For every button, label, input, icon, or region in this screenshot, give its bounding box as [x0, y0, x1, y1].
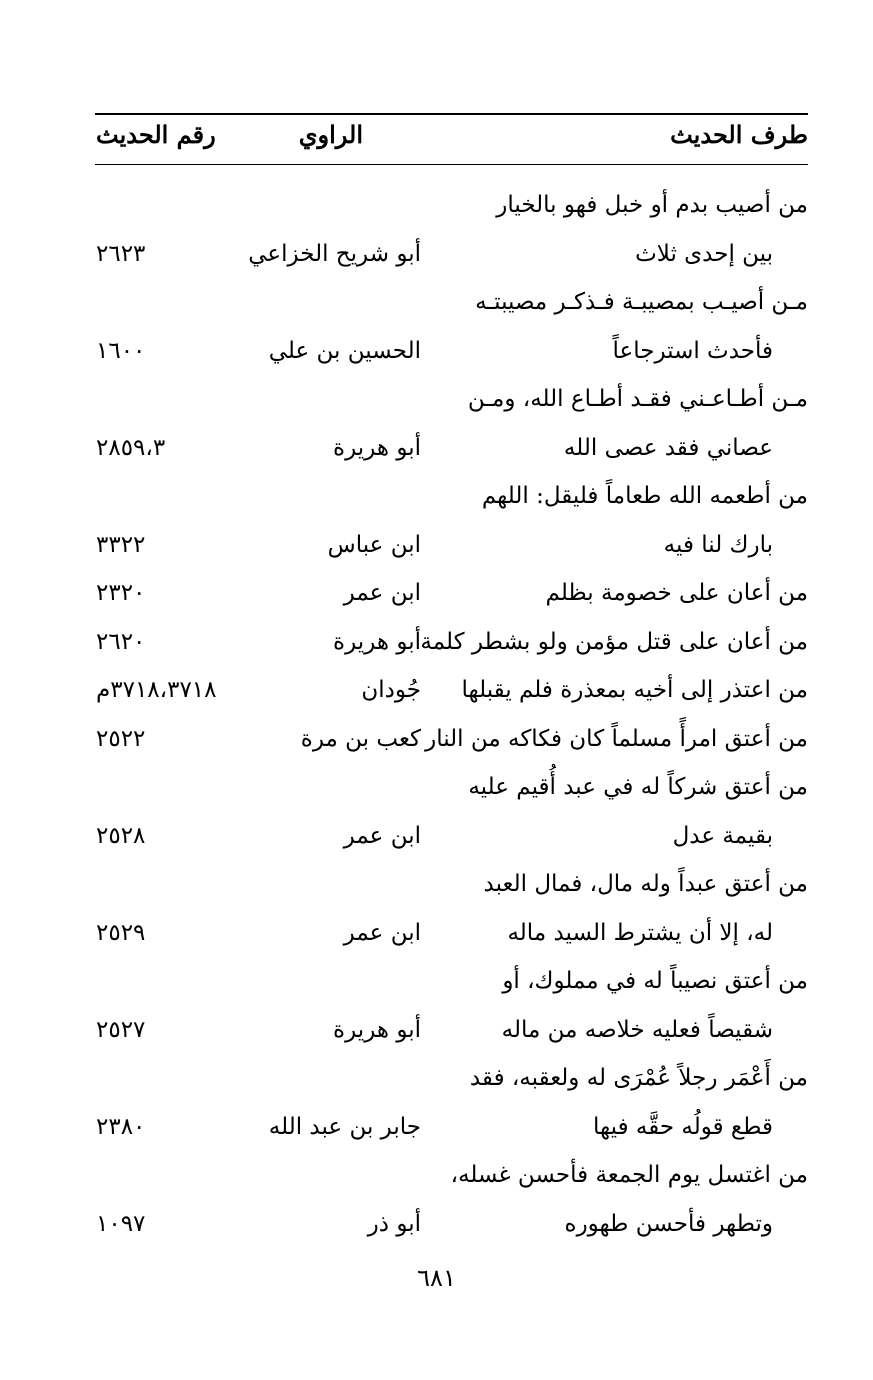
entry-text-line1: من أعتق نصيباً له في مملوك، أو — [502, 968, 808, 994]
entry-text-line2: عصاني فقد عصى الله — [563, 434, 773, 461]
entry-text-line1: من أعتق امرأً مسلماً كان فكاكه من النار — [425, 725, 808, 752]
entry-narrator: أبو هريرة — [333, 434, 421, 461]
entry-text-line1: مـن أصيـب بمصيبـة فـذكـر مصيبتـه — [475, 289, 808, 315]
entry-number: ٢٦٢٠ — [96, 628, 146, 655]
entry-number: ٣٣٢٢ — [96, 531, 146, 558]
entry-text-line2: بارك لنا فيه — [663, 531, 773, 558]
entry-text-line1: من أعان على قتل مؤمن ولو بشطر كلمة — [420, 628, 808, 655]
entry-narrator: أبو هريرة — [333, 628, 421, 655]
entry-narrator: ابن عمر — [343, 919, 421, 946]
entry-number: ٢٥٢٢ — [96, 725, 146, 752]
entry-narrator: ابن عمر — [343, 580, 421, 606]
entry-text-line1: من أطعمه الله طعاماً فليقل: اللهم — [481, 483, 808, 509]
entry-number: ١٦٠٠ — [96, 337, 146, 364]
entry-text-line2: بين إحدى ثلاث — [635, 240, 773, 267]
entry-narrator: أبو ذر — [367, 1210, 421, 1237]
entry-text-line1: من أعان على خصومة بظلم — [545, 580, 808, 606]
entry-text-line2: قطع قولُه حقَّه فيها — [593, 1113, 773, 1140]
entry-text-line1: من أَعْمَر رجلاً عُمْرَى له ولعقبه، فقد — [469, 1065, 808, 1091]
entry-text-line2: فأحدث استرجاعاً — [612, 337, 773, 364]
entry-number: ١٠٩٧ — [96, 1210, 146, 1237]
column-header-tarf: طرف الحديث — [670, 120, 808, 149]
column-header-rawi: الراوي — [298, 120, 363, 149]
entry-narrator: جُودان — [361, 677, 421, 703]
entry-text-line2: وتطهر فأحسن طهوره — [564, 1210, 773, 1237]
entry-text-line1: مـن أطـاعـني فقـد أطـاع الله، ومـن — [467, 386, 808, 412]
entry-number: ٢٨٥٩،٣ — [96, 434, 166, 461]
entry-text-line1: من أصيب بدم أو خبل فهو بالخيار — [496, 192, 808, 218]
entry-text-line1: من اغتسل يوم الجمعة فأحسن غسله، — [450, 1162, 808, 1188]
entry-text-line1: من أعتق عبداً وله مال، فمال العبد — [483, 871, 808, 897]
entry-narrator: كعب بن مرة — [300, 725, 421, 752]
entry-text-line2: بقيمة عدل — [672, 822, 773, 849]
entry-narrator: أبو هريرة — [333, 1016, 421, 1043]
entry-number: ٢٥٢٧ — [96, 1016, 146, 1043]
entry-number: ٢٣٨٠ — [96, 1113, 146, 1140]
entry-narrator: أبو شريح الخزاعي — [248, 240, 421, 267]
entry-text-line2: شقيصاً فعليه خلاصه من ماله — [501, 1016, 773, 1043]
entry-narrator: ابن عباس — [327, 531, 421, 558]
entry-number: ٢٥٢٩ — [96, 919, 146, 946]
entry-narrator: جابر بن عبد الله — [268, 1113, 421, 1140]
entry-number: ٣٧١٨،٣٧١٨م — [96, 677, 217, 703]
entry-number: ٢٣٢٠ — [96, 580, 146, 606]
entry-narrator: الحسين بن علي — [268, 337, 421, 364]
entry-text-line2: له، إلا أن يشترط السيد ماله — [507, 919, 773, 946]
entry-text-line1: من أعتق شركاً له في عبد أُقيم عليه — [468, 774, 808, 800]
entry-number: ٢٦٢٣ — [96, 240, 146, 267]
page-number: ٦٨١ — [417, 1264, 456, 1292]
column-header-raqm: رقم الحديث — [96, 120, 216, 149]
entry-text-line1: من اعتذر إلى أخيه بمعذرة فلم يقبلها — [461, 677, 808, 703]
entry-number: ٢٥٢٨ — [96, 822, 146, 849]
entry-narrator: ابن عمر — [343, 822, 421, 849]
